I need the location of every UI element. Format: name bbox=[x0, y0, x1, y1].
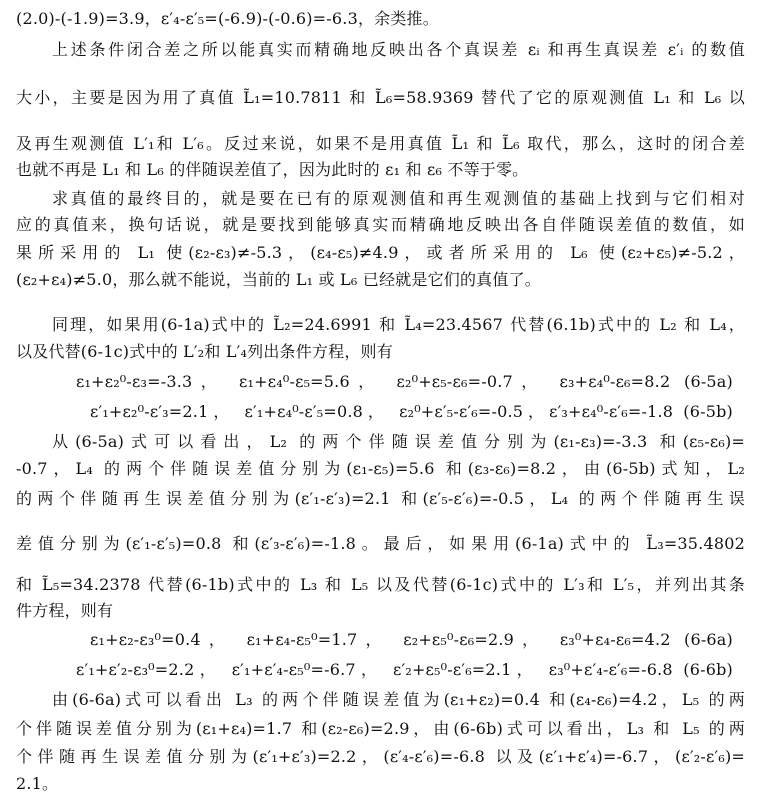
text-line: 及再生观测值 L′₁和 L′₆。反过来说，如果不是用真值 L̃₁ 和 L̃₆ 取代，那么，这时的闭合差 bbox=[16, 134, 745, 153]
text-line: 由(6-6a)式可以看出 L₃ 的两个伴随误差值为(ε₁+ε₂)=0.4 和(ε₄-ε₆)=4.2，L₅ 的两 bbox=[52, 690, 745, 709]
text-line: 应的真值来，换句话说，就是要找到能够真实而精确地反映出各自伴随误差值的数值，如 bbox=[16, 215, 745, 234]
text-line: 也就不再是 L₁ 和 L₆ 的伴随误差值了，因为此时的 ε₁ 和 ε₆ 不等于零。 bbox=[16, 160, 529, 179]
text-line: (ε₂+ε₄)≠5.0，那么就不能说，当前的 L₁ 或 L₆ 已经就是它们的真值了。 bbox=[16, 270, 541, 289]
text-line: 的两个伴随再生误差值分别为(ε′₁-ε′₃)=2.1 和(ε′₅-ε′₆)=-0.5，L₄ 的两个伴随再生误 bbox=[16, 489, 745, 508]
text-line: (2.0)-(-1.9)=3.9，ε′₄-ε′₅=(-6.9)-(-0.6)=-6.3，余类推。 bbox=[16, 9, 439, 28]
text-line: 和 L̃₅=34.2378 代替(6-1b)式中的 L₃ 和 L₅ 以及代替(6-1c)式中的 L′₃和 L′₅，并列出其条 bbox=[16, 575, 745, 594]
equation-6-5a: ε₁+ε₂⁰-ε₃=-3.3， ε₁+ε₄⁰-ε₅=5.6， ε₂⁰+ε₅-ε₆=-0.7， ε₃+ε₄⁰-ε₆=8.2 (6-5a) bbox=[76, 372, 733, 391]
text-line: 同理，如果用(6-1a)式中的 L̃₂=24.6991 和 L̃₄=23.4567 代替(6.1b)式中的 L₂ 和 L₄， bbox=[52, 315, 745, 334]
text-line: 以及代替(6-1c)式中的 L′₂和 L′₄列出条件方程，则有 bbox=[16, 342, 393, 361]
text-line: 2.1。 bbox=[16, 774, 59, 793]
text-line: 上述条件闭合差之所以能真实而精确地反映出各个真误差 εᵢ 和再生真误差 ε′ᵢ 的数值 bbox=[52, 40, 745, 59]
text-line: 从(6-5a)式可以看出，L₂ 的两个伴随误差值分别为(ε₁-ε₃)=-3.3 和(ε₅-ε₆)= bbox=[52, 432, 745, 451]
text-line: 个伴随再生误差值分别为(ε′₁+ε′₃)=2.2，(ε′₄-ε′₆)=-6.8 以及(ε′₁+ε′₄)=-6.7，(ε′₂-ε′₆)= bbox=[16, 747, 745, 766]
text-line: 大小，主要是因为用了真值 L̃₁=10.7811 和 L̃₆=58.9369 替代了它的原观测值 L₁ 和 L₆ 以 bbox=[16, 88, 745, 107]
text-line: 果所采用的 L₁ 使(ε₂-ε₃)≠-5.3，(ε₄-ε₅)≠4.9，或者所采用的 L₆ 使(ε₂+ε₅)≠-5.2， bbox=[16, 243, 745, 262]
text-line: 差值分别为(ε′₁-ε′₅)=0.8 和(ε′₃-ε′₆)=-1.8。最后，如果用(6-1a)式中的 L̃₃=35.4802 bbox=[16, 534, 745, 553]
equation-6-6a: ε₁+ε₂-ε₃⁰=0.4， ε₁+ε₄-ε₅⁰=1.7， ε₂+ε₅⁰-ε₆=2.9， ε₃⁰+ε₄-ε₆=4.2 (6-6a) bbox=[90, 630, 733, 649]
text-line: -0.7，L₄ 的两个伴随误差值分别为(ε₁-ε₅)=5.6 和(ε₃-ε₆)=8.2，由(6-5b)式知，L₂ bbox=[16, 459, 745, 478]
equation-6-5b: ε′₁+ε₂⁰-ε′₃=2.1， ε′₁+ε₄⁰-ε′₅=0.8， ε₂⁰+ε′₅-ε′₆=-0.5，ε′₃+ε₄⁰-ε′₆=-1.8 (6-5b) bbox=[90, 402, 733, 421]
equation-6-6b: ε′₁+ε′₂-ε₃⁰=2.2， ε′₁+ε′₄-ε₅⁰=-6.7， ε′₂+ε₅⁰-ε′₆=2.1， ε₃⁰+ε′₄-ε′₆=-6.8 (6-6b) bbox=[76, 660, 733, 679]
text-line: 求真值的最终目的，就是要在已有的原观测值和再生观测值的基础上找到与它们相对 bbox=[52, 189, 745, 208]
text-line: 件方程，则有 bbox=[16, 601, 114, 620]
text-line: 个伴随误差值分别为(ε₁+ε₄)=1.7 和(ε₂-ε₆)=2.9，由(6-6b)式可以看出，L₃ 和 L₅ 的两 bbox=[16, 719, 745, 738]
